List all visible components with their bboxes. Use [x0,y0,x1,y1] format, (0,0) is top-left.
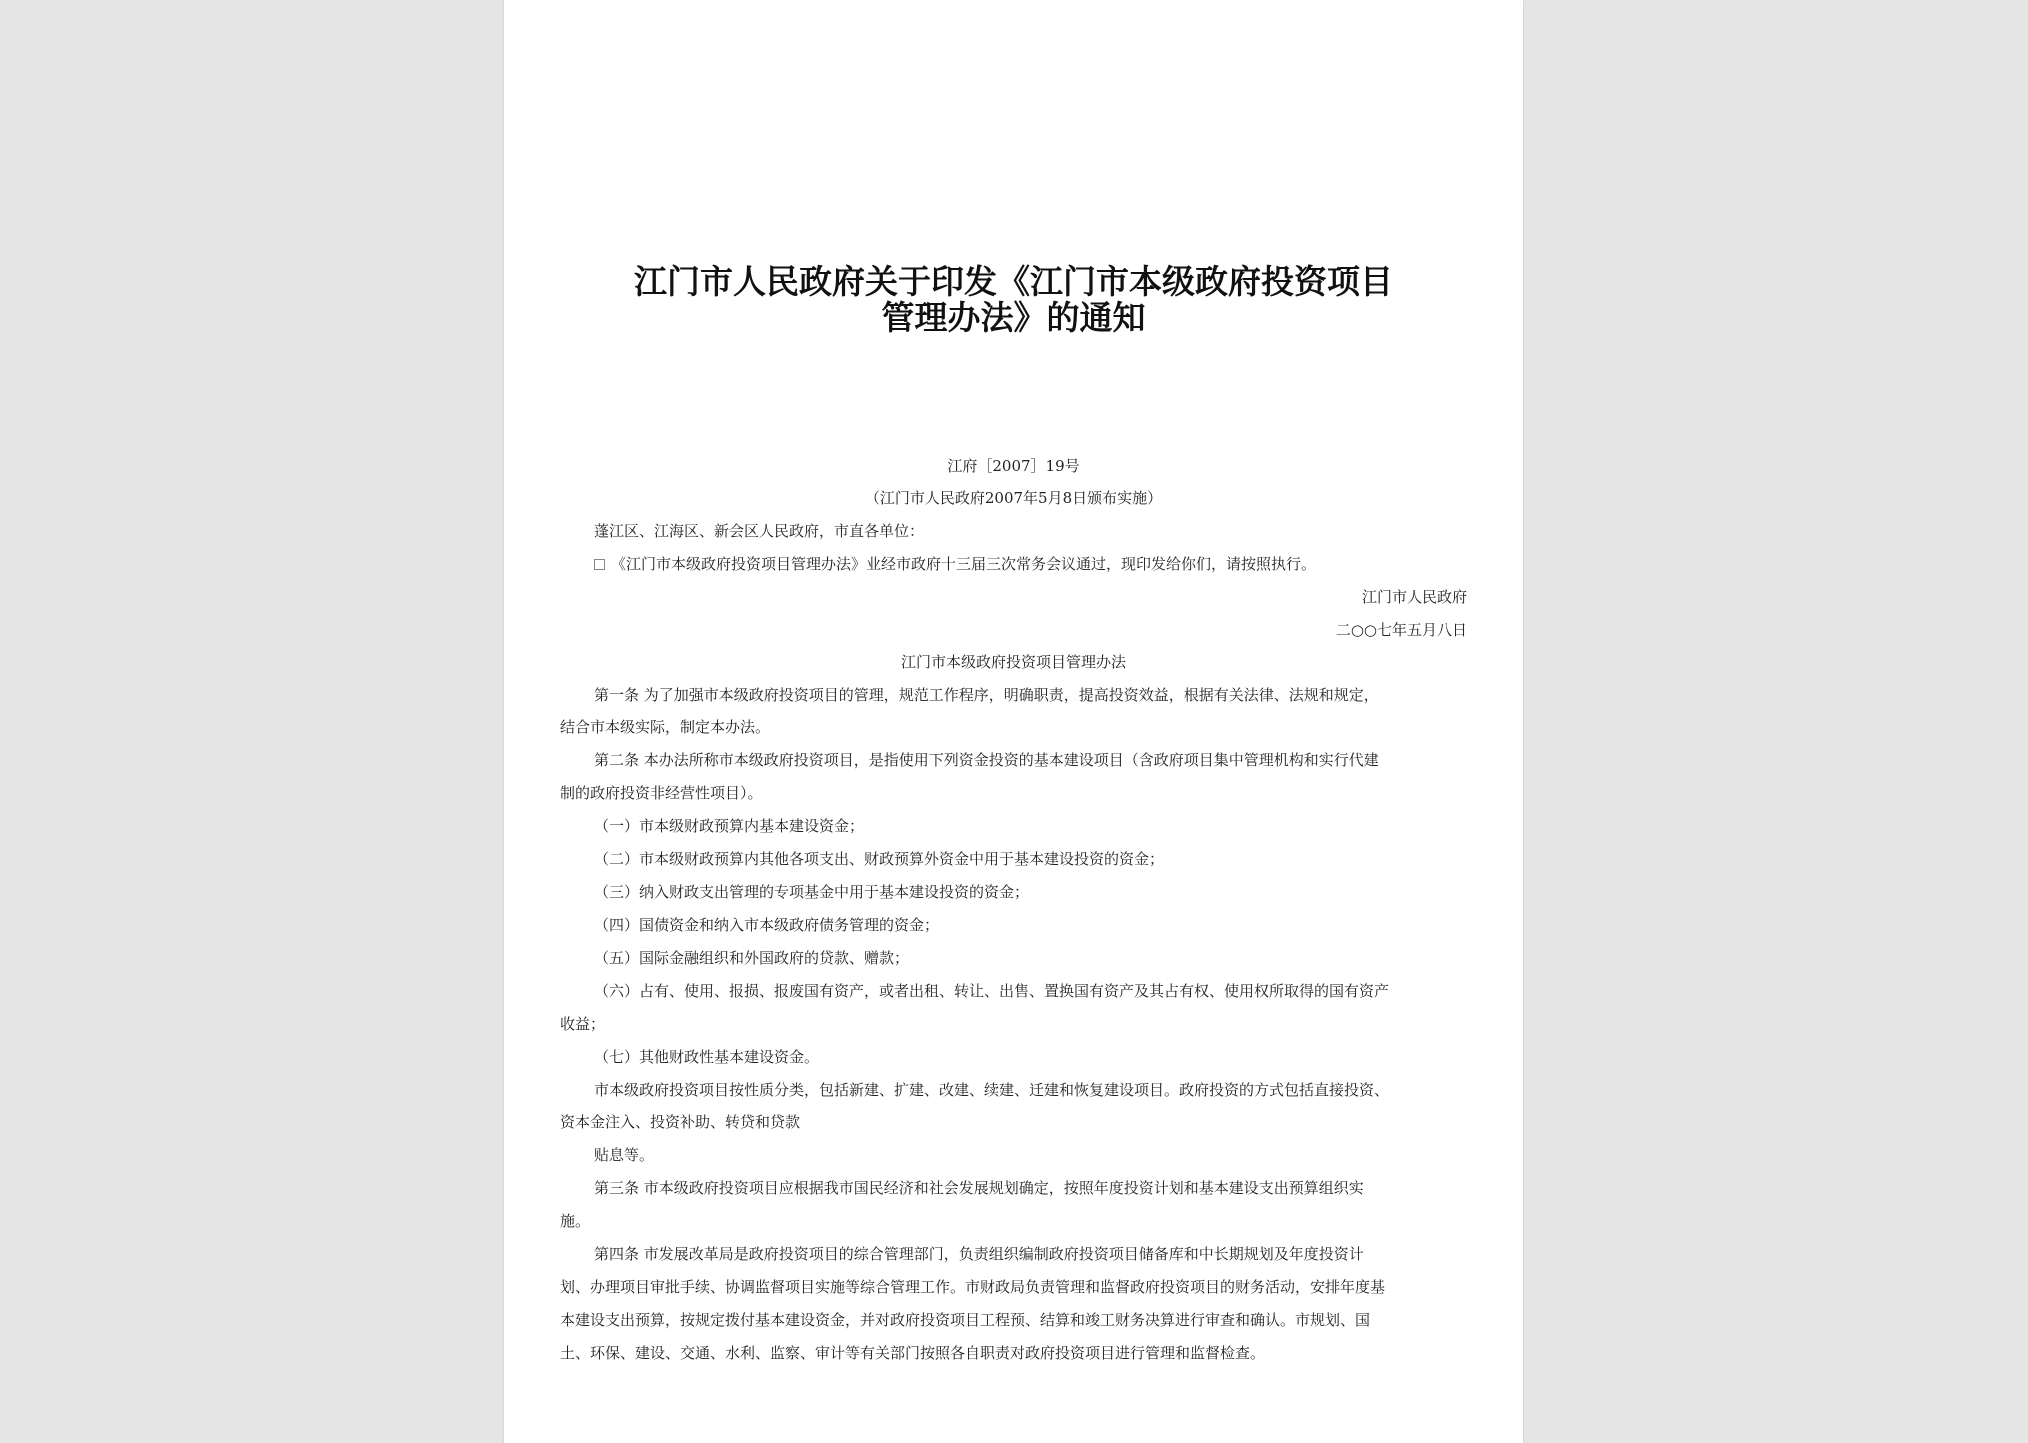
paragraph-line: 第一条 为了加强市本级政府投资项目的管理，规范工作程序，明确职责，提高投资效益，根据有关法律、法规和规定， [594,686,1379,704]
paragraph-line: 结合市本级实际，制定本办法。 [560,718,771,736]
document-title-line-2: 管理办法》的通知 [881,298,1146,337]
paragraph-line: 制的政府投资非经营性项目）。 [560,784,763,802]
doc-number: 江府［2007］19号 [947,457,1080,475]
addressee: 蓬江区、江海区、新会区人民政府，市直各单位： [594,522,925,540]
paragraph-line: （六）占有、使用、报损、报废国有资产，或者出租、转让、出售、置换国有资产及其占有权、使用权所取得的国有资产 [594,982,1390,1000]
signature-date: 二○○七年五月八日 [1335,621,1467,639]
paragraph-line: 划、办理项目审批手续、协调监督项目实施等综合管理工作。市财政局负责管理和监督政府投资项目的财务活动，安排年度基 [560,1278,1386,1296]
paragraph-line: （七）其他财政性基本建设资金。 [594,1048,820,1066]
paragraph-line: 资本金注入、投资补助、转贷和贷款 [560,1113,801,1131]
paragraph-line: （三）纳入财政支出管理的专项基金中用于基本建设投资的资金； [594,883,1030,901]
paragraph-line: 第二条 本办法所称市本级政府投资项目，是指使用下列资金投资的基本建设项目（含政府项目集中管理机构和实行代建 [594,751,1379,769]
paragraph-line: 本建设支出预算，按规定拨付基本建设资金，并对政府投资项目工程预、结算和竣工财务决算进行审查和确认。市规划、国 [560,1311,1371,1329]
issued-note: （江门市人民政府2007年5月8日颁布实施） [864,489,1163,507]
checkbox-glyph-icon [594,559,605,570]
paragraph-line: （二）市本级财政预算内其他各项支出、财政预算外资金中用于基本建设投资的资金； [594,850,1165,868]
paragraph-line: 贴息等。 [594,1146,655,1164]
paragraph-line: 第四条 市发展改革局是政府投资项目的综合管理部门，负责组织编制政府投资项目储备库和中长期规划及年度投资计 [594,1245,1364,1263]
signature-org: 江门市人民政府 [1361,588,1467,606]
body-intro: 《江门市本级政府投资项目管理办法》业经市政府十三届三次常务会议通过，现印发给你们，请按照执行。 [611,555,1317,573]
body-intro-row [594,554,1316,574]
paragraph-line: 土、环保、建设、交通、水利、监察、审计等有关部门按照各自职责对政府投资项目进行管理和监督检查。 [560,1344,1266,1362]
paragraph-line: （四）国债资金和纳入市本级政府债务管理的资金； [594,916,940,934]
paragraph-line: 市本级政府投资项目按性质分类，包括新建、扩建、改建、续建、迁建和恢复建设项目。政府投资的方式包括直接投资、 [594,1081,1390,1099]
paragraph-line: 第三条 市本级政府投资项目应根据我市国民经济和社会发展规划确定，按照年度投资计划和基本建设支出预算组织实 [594,1179,1364,1197]
regulation-title: 江门市本级政府投资项目管理办法 [900,653,1126,671]
paragraph-line: 收益； [560,1015,606,1033]
document-page [504,0,1523,1443]
paragraph-line: （五）国际金融组织和外国政府的贷款、赠款； [594,949,910,967]
document-title-line-1: 江门市人民政府关于印发《江门市本级政府投资项目 [634,262,1393,301]
paragraph-line: （一）市本级财政预算内基本建设资金； [594,817,865,835]
paragraph-line: 施。 [560,1212,591,1230]
